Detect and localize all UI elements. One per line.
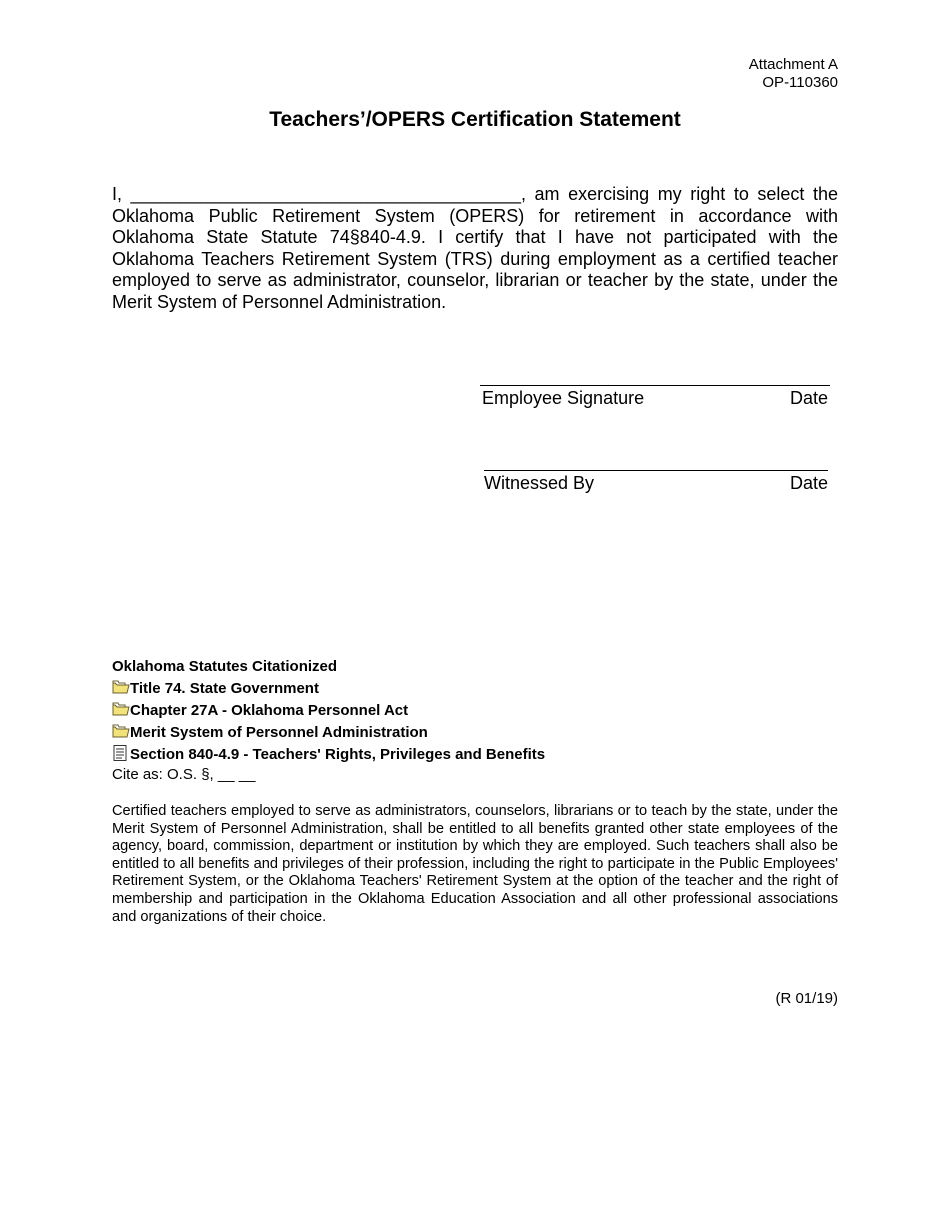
witness-date-label: Date xyxy=(789,473,828,493)
folder-icon xyxy=(112,723,130,739)
folder-icon xyxy=(112,701,130,717)
attachment-header xyxy=(749,56,838,92)
citation-item-label: Section 840-4.9 - Teachers' Rights, Privileges and Benefits xyxy=(130,746,546,763)
citation-item-chapter xyxy=(112,700,545,722)
citation-item-section xyxy=(112,744,545,766)
witness-signature-block xyxy=(484,470,828,494)
citation-heading: Oklahoma Statutes Citationized xyxy=(112,658,338,675)
citation-item-label: Chapter 27A - Oklahoma Personnel Act xyxy=(130,702,409,719)
citation-item-label: Title 74. State Government xyxy=(130,680,319,697)
attachment-label: Attachment A xyxy=(748,56,838,73)
witness-signature-label: Witnessed By xyxy=(484,473,595,493)
employee-date-label: Date xyxy=(789,388,828,408)
page-title: Teachers’/OPERS Certification Statement xyxy=(269,108,681,131)
employee-signature-label: Employee Signature xyxy=(482,388,645,408)
folder-icon xyxy=(112,679,130,695)
employee-signature-line[interactable] xyxy=(480,385,830,386)
citation-item-title xyxy=(112,678,545,700)
document-icon xyxy=(112,745,130,761)
statute-text: Certified teachers employed to serve as administrators, counselors, librarians or to teach by the state, under the Merit System of Personnel Administration, shall be entitled to all benefits granted other state employees of the agency, board, commission, department or institution by which they are employed. Such teachers shall also be entitled to all benefits and privileges of their profession, including the right to participate in the Public Employees' Retirement System, or the Oklahoma Teachers' Retirement System at the option of the teacher and the right of membership and participation in the Oklahoma Education Association and all other professional associations and organizations of their choice. xyxy=(112,803,838,925)
employee-signature-block xyxy=(480,385,830,409)
statute-citation xyxy=(112,656,545,784)
cite-as: Cite as: O.S. §, __ __ xyxy=(112,766,256,783)
op-number: OP-110360 xyxy=(762,74,838,91)
revision-date: (R 01/19) xyxy=(775,990,838,1007)
citation-item-merit-system xyxy=(112,722,545,744)
citation-item-label: Merit System of Personnel Administration xyxy=(130,724,428,741)
certification-statement: I, _______________________________________, am exercising my right to select the Oklahoma Public Retirement System (OPERS) for retirement in accordance with Oklahoma State Statute 74§840-4.9. I certify that I have not participated with the Oklahoma Teachers Retirement System (TRS) during employment as a certified teacher employed to serve as administrator, counselor, librarian or teacher by the state, under the Merit System of Personnel Administration. xyxy=(112,184,838,312)
witness-signature-line[interactable] xyxy=(484,470,828,471)
